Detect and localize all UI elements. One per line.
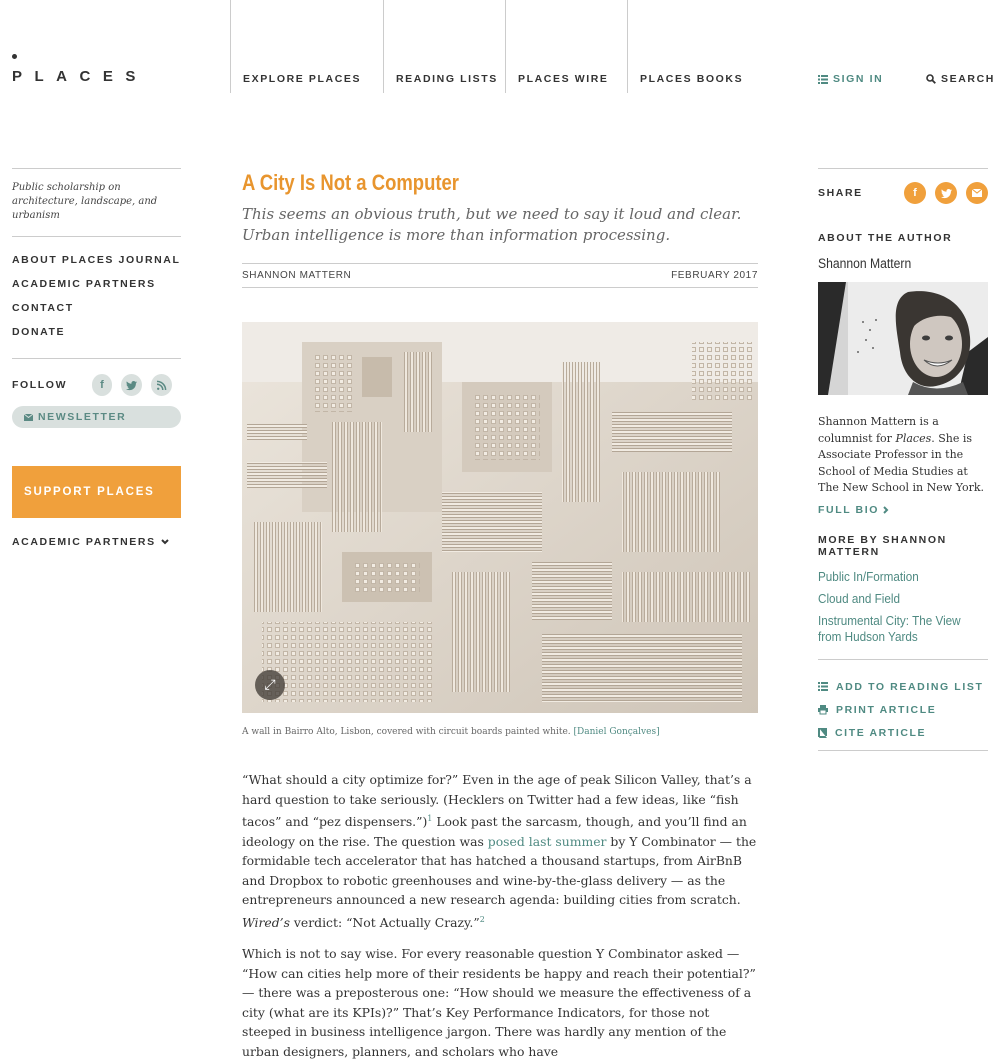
twitter-icon[interactable] [121,374,142,396]
logo-dot [12,54,17,59]
author-bio [818,414,988,497]
facebook-icon[interactable]: f [904,182,926,204]
follow-row [12,359,181,406]
cite-article-button[interactable] [818,727,988,739]
logo-wordmark: PLACES [12,68,148,85]
newsletter-button[interactable] [12,406,181,428]
chevron-right-icon [883,506,889,514]
text-run: verdict: “Not Actually Crazy.” [289,914,480,930]
more-by-link[interactable]: Cloud and Field [818,590,900,606]
footnote-1[interactable]: 1 [427,814,433,823]
sidebar-item-contact[interactable]: CONTACT [12,302,74,314]
paragraph [242,770,758,932]
nav-label: EXPLORE PLACES [243,73,362,85]
search-button[interactable] [926,73,995,85]
list-icon [818,682,828,691]
paragraph: Which is not to say wise. For every reasonable question Y Combinator asked — “How can cities help more of their residents be happy and reach their potential?” — there was a preposterous one: “How should we measure the effectiveness of a city (what are its KPIs)?” That’s Key Performance Indicators, for those not steeped in business intelligence jargon. There was hardly any mention of the urban designers, planners, and scholars who have [242,946,756,1059]
places-logo[interactable] [12,54,148,85]
article-actions [818,681,988,739]
full-bio-link[interactable] [818,504,988,516]
follow-label: FOLLOW [12,379,68,391]
chevron-down-icon [161,539,169,545]
byline-author[interactable]: SHANNON MATTERN [242,270,352,281]
about-author-label: ABOUT THE AUTHOR [818,232,953,244]
nav-reading-lists[interactable] [383,0,505,93]
hero-image [242,322,758,713]
image-caption [242,727,758,737]
article [242,168,758,1061]
circuit-board-illustration [242,322,758,713]
sidebar-item-academic-partners[interactable]: ACADEMIC PARTNERS [12,278,156,290]
twitter-icon[interactable] [935,182,957,204]
footnote-2[interactable]: 2 [479,914,485,924]
list-icon [818,75,828,84]
sidebar-nav [12,237,181,358]
more-by-label: MORE BY SHANNON MATTERN [818,533,947,558]
article-dek: This seems an obvious truth, but we need to say it loud and clear. Urban intelligence is more than information processing. [242,205,742,244]
tagline: Public scholarship on architecture, landscape, and urbanism [12,182,158,221]
sign-in-link[interactable] [818,73,883,85]
article-title: A City Is Not a Computer [242,170,459,195]
caption-credit-link[interactable]: [Daniel Gonçalves] [573,727,660,737]
sidebar-item-donate[interactable]: DONATE [12,326,66,338]
bio-places-italic: Places [895,431,932,445]
support-label: SUPPORT PLACES [24,486,155,498]
more-by-list [818,569,988,645]
byline-date: FEBRUARY 2017 [671,270,758,281]
author-name[interactable]: Shannon Mattern [818,256,912,271]
article-body [242,770,758,1061]
add-to-reading-list-button[interactable] [818,681,988,693]
action-label: ADD TO READING LIST [836,680,984,693]
print-icon [818,705,828,714]
byline [242,263,758,288]
bio-text: Shannon Mattern is a columnist for [818,415,939,445]
search-icon [926,74,936,84]
academic-partners-toggle[interactable] [12,536,181,548]
text-run: Look past the sarcasm, though, and you’ll find an ideology on the rise. The question was [242,814,747,849]
bio-text: . She is Associate Professor in the School of Media Studies at The New School in New York. [818,431,985,494]
nav-places-books[interactable] [627,0,747,93]
print-article-button[interactable] [818,704,988,716]
text-run: by Y Combinator — the formidable tech accelerator that has hatched a thousand startups, from AirBnB and Dropbox to robotic greenhouses and wine-by-the-glass delivery — as the entrepreneurs announced a new research agenda: building cities from scratch. [242,833,757,908]
academic-partners-label: ACADEMIC PARTNERS [12,536,156,548]
author-portrait [818,282,988,395]
share-row [818,169,988,204]
nav-places-wire[interactable] [505,0,627,93]
sidebar-item-about[interactable]: ABOUT PLACES JOURNAL [12,254,181,266]
rss-icon[interactable] [151,374,172,396]
full-bio-label: FULL BIO [818,503,880,516]
book-icon [818,728,827,738]
envelope-icon [24,414,33,421]
nav-label: PLACES WIRE [518,73,609,85]
nav-explore-places[interactable] [230,0,383,93]
posed-last-summer-link[interactable]: posed last summer [487,833,607,849]
action-label: PRINT ARTICLE [836,703,937,716]
nav-label: PLACES BOOKS [640,73,744,85]
nav-label: READING LISTS [396,73,498,85]
newsletter-label: NEWSLETTER [38,411,127,423]
sign-in-label: SIGN IN [833,73,884,85]
caption-text: A wall in Bairro Alto, Lisbon, covered with circuit boards painted white. [242,727,574,737]
email-icon[interactable] [966,182,988,204]
more-by-link[interactable]: Public In/Formation [818,568,919,584]
text-run: “What should a city optimize for?” Even in the age of peak Silicon Valley, that’s a hard question to take seriously. (Hecklers on Twitter had a few ideas, like “fish tacos” and “pez dispensers.”) [242,772,752,830]
action-label: CITE ARTICLE [835,726,927,739]
search-label: SEARCH [941,73,995,85]
author-photo [818,282,988,395]
support-places-button[interactable] [12,466,181,518]
left-sidebar [12,168,181,548]
share-label: SHARE [818,187,863,199]
more-by-link[interactable]: Instrumental City: The View from Hudson Yards [818,612,961,644]
facebook-icon[interactable]: f [92,374,113,396]
wired-italic: Wired’s [242,914,290,930]
right-sidebar [818,168,988,751]
expand-icon[interactable]: ⤢ [255,670,285,700]
